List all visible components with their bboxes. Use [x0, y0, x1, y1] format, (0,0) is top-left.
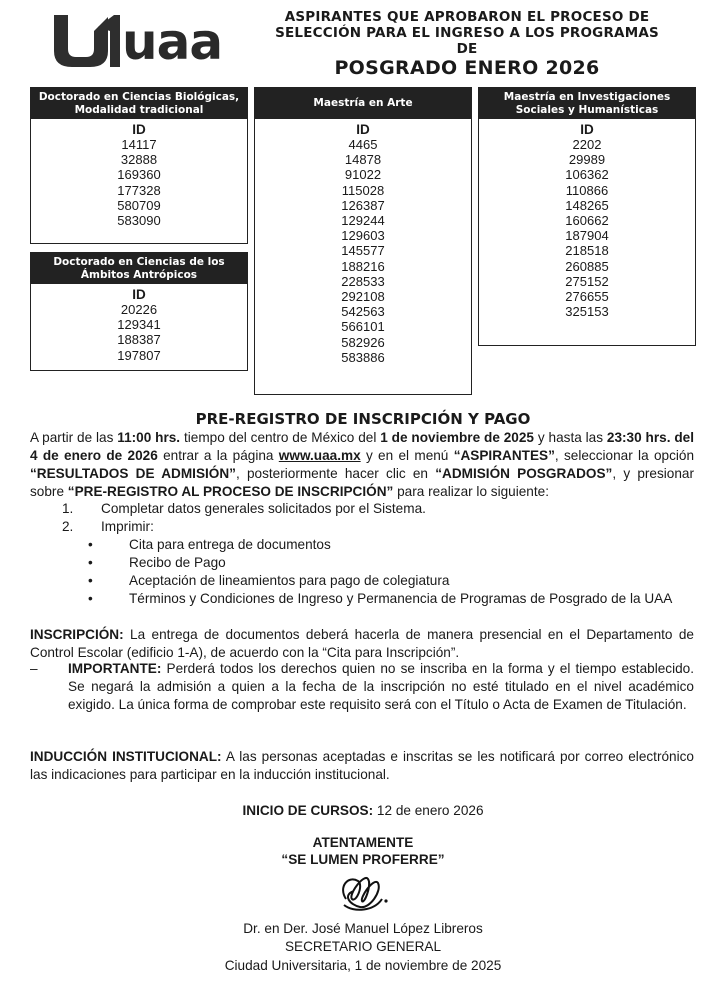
text-run: La entrega de documentos deberá hacerla de manera presencial en el Departamento de Control Escolar (edificio 1-A), de acuerdo con la “Cita para Inscripción”.: [30, 627, 694, 660]
program-title-line: Modalidad tradicional: [74, 103, 204, 116]
dash-marker: –: [30, 661, 38, 676]
id-value: 582926: [341, 334, 385, 350]
id-value: 177328: [117, 182, 161, 198]
importante-paragraph: [68, 660, 694, 714]
website-link[interactable]: www.uaa.mx: [278, 448, 361, 463]
bullet-icon: •: [88, 555, 93, 570]
text-run: tiempo del centro de México del: [180, 430, 381, 445]
step-text: Imprimir:: [101, 519, 154, 534]
bullet-item: Aceptación de lineamientos para pago de colegiatura: [129, 573, 450, 588]
program-title-line: Sociales y Humanísticas: [515, 103, 659, 116]
text-run: , y presionar sobre: [30, 466, 694, 499]
id-value: 129603: [341, 228, 385, 244]
bullet-item: Términos y Condiciones de Ingreso y Permanencia de Programas de Posgrado de la UAA: [129, 591, 673, 606]
program-title: [31, 88, 247, 119]
bullet-item: Recibo de Pago: [129, 555, 226, 570]
step-number: 2.: [62, 519, 74, 534]
bullet-icon: •: [88, 591, 93, 606]
bullet-icon: •: [88, 537, 93, 552]
id-column-header: ID: [580, 122, 594, 137]
program-title: [479, 88, 695, 119]
id-value: 14878: [344, 152, 382, 168]
place-date: Ciudad Universitaria, 1 de noviembre de 2025: [224, 958, 502, 973]
text-run: IMPORTANTE:: [68, 661, 162, 676]
step-number: 1.: [62, 501, 74, 516]
bullet-item: Cita para entrega de documentos: [129, 537, 331, 552]
induccion-paragraph: [30, 748, 694, 784]
program-title-line: Ámbitos Antrópicos: [80, 268, 198, 281]
program-box-biologicas: [30, 87, 248, 244]
id-value: 542563: [341, 304, 385, 320]
header-line-1: ASPIRANTES QUE APROBARON EL PROCESO DE: [284, 9, 650, 25]
id-value: 228533: [341, 273, 385, 289]
text-run: “ASPIRANTES”: [453, 448, 555, 463]
id-value: 197807: [117, 347, 161, 363]
id-value: 187904: [565, 228, 609, 244]
id-value: 106362: [565, 167, 609, 183]
uaa-emblem-icon: [52, 13, 122, 69]
program-box-arte: [254, 87, 472, 395]
id-value: 148265: [565, 197, 609, 213]
id-value: 32888: [120, 152, 158, 168]
inscripcion-paragraph: [30, 626, 694, 662]
header-title: POSGRADO ENERO 2026: [334, 57, 600, 79]
id-value: 129341: [117, 317, 161, 333]
id-value: 2202: [572, 137, 602, 152]
page-header: [268, 9, 666, 80]
id-list: [31, 302, 247, 363]
signer-name: Dr. en Der. José Manuel López Libreros: [243, 921, 483, 936]
id-value: 260885: [565, 258, 609, 274]
program-title: Maestría en Arte: [255, 88, 471, 119]
inicio-cursos: [0, 802, 726, 819]
text-run: entrar a la página: [157, 448, 279, 463]
text-run: , seleccionar la opción: [554, 448, 695, 463]
id-value: 160662: [565, 213, 609, 229]
id-value: 14117: [121, 137, 157, 152]
text-run: 1 de noviembre de 2025: [380, 430, 534, 445]
text-run: , posteriormente hacer clic en: [235, 466, 436, 481]
text-run: A las personas aceptadas e inscritas se les notificará por correo electrónico las indicaciones para participar en la inducción institucional.: [30, 749, 694, 782]
id-value: 218518: [565, 243, 609, 259]
text-run: para realizar lo siguiente:: [393, 484, 549, 499]
text-run: y en el menú: [360, 448, 454, 463]
text-run: Perderá todos los derechos quien no se inscriba en la forma y el tiempo establecido. Se negará la admisión a quien a la fecha de la inscripción no esté titulado en el nivel académico exigido. La única forma de comprobar este requisito será con el Título o Acta de Examen de Titulación.: [68, 661, 694, 712]
text-run: y hasta las: [534, 430, 607, 445]
program-box-investigaciones: [478, 87, 696, 346]
lema: “SE LUMEN PROFERRE”: [281, 852, 445, 867]
id-value: 126387: [341, 197, 385, 213]
signature-icon: [334, 869, 394, 915]
header-line-2: SELECCIÓN PARA EL INGRESO A LOS PROGRAMAS DE: [275, 25, 659, 57]
id-value: 145577: [341, 243, 385, 259]
program-title-line: Doctorado en Ciencias de los: [53, 255, 225, 268]
id-list: [479, 137, 695, 319]
id-list: [255, 137, 471, 365]
id-column-header: ID: [132, 122, 146, 137]
program-title: [31, 253, 247, 284]
program-title-line: Maestría en Investigaciones: [503, 90, 671, 103]
text-run: 12 de enero 2026: [373, 803, 484, 818]
program-box-antropicos: [30, 252, 248, 371]
id-value: 325153: [565, 304, 609, 320]
text-run: “ADMISIÓN POSGRADOS”: [435, 466, 613, 481]
text-run: “RESULTADOS DE ADMISIÓN”: [30, 466, 236, 481]
id-value: 29989: [568, 152, 606, 168]
section-title-preregistro: PRE-REGISTRO DE INSCRIPCIÓN Y PAGO: [195, 410, 531, 428]
id-value: 20226: [120, 302, 158, 317]
id-list: [31, 137, 247, 228]
atentamente: ATENTAMENTE: [312, 835, 414, 850]
signer-role: SECRETARIO GENERAL: [284, 939, 442, 954]
id-value: 110866: [565, 182, 609, 198]
id-value: 580709: [117, 197, 161, 213]
id-value: 276655: [565, 289, 609, 305]
logo-text: uaa: [122, 13, 223, 71]
text-run: INICIO DE CURSOS:: [242, 803, 374, 818]
id-value: 91022: [344, 167, 382, 183]
id-value: 169360: [117, 167, 161, 183]
id-value: 129244: [341, 213, 385, 229]
id-value: 188216: [341, 258, 385, 274]
id-value: 188387: [117, 332, 161, 348]
text-run: INSCRIPCIÓN:: [30, 627, 124, 642]
preregistro-paragraph: [30, 429, 694, 501]
bullet-icon: •: [88, 573, 93, 588]
id-column-header: ID: [356, 122, 370, 137]
step-text: Completar datos generales solicitados por el Sistema.: [101, 501, 426, 516]
id-value: 275152: [565, 273, 609, 289]
id-value: 566101: [341, 319, 385, 335]
text-run: A partir de las: [30, 430, 118, 445]
id-value: 115028: [341, 182, 385, 198]
id-column-header: ID: [132, 287, 146, 302]
text-run: 11:00 hrs.: [117, 430, 181, 445]
id-value: 4465: [348, 137, 378, 152]
id-value: 583090: [117, 213, 161, 229]
program-title-line: Doctorado en Ciencias Biológicas,: [38, 90, 240, 103]
text-run: “PRE-REGISTRO AL PROCESO DE INSCRIPCIÓN”: [67, 484, 394, 499]
id-value: 292108: [341, 289, 385, 305]
text-run: 23:30 hrs. del 4 de enero de 2026: [30, 430, 694, 463]
id-value: 583886: [341, 349, 385, 365]
text-run: INDUCCIÓN INSTITUCIONAL:: [30, 749, 222, 764]
